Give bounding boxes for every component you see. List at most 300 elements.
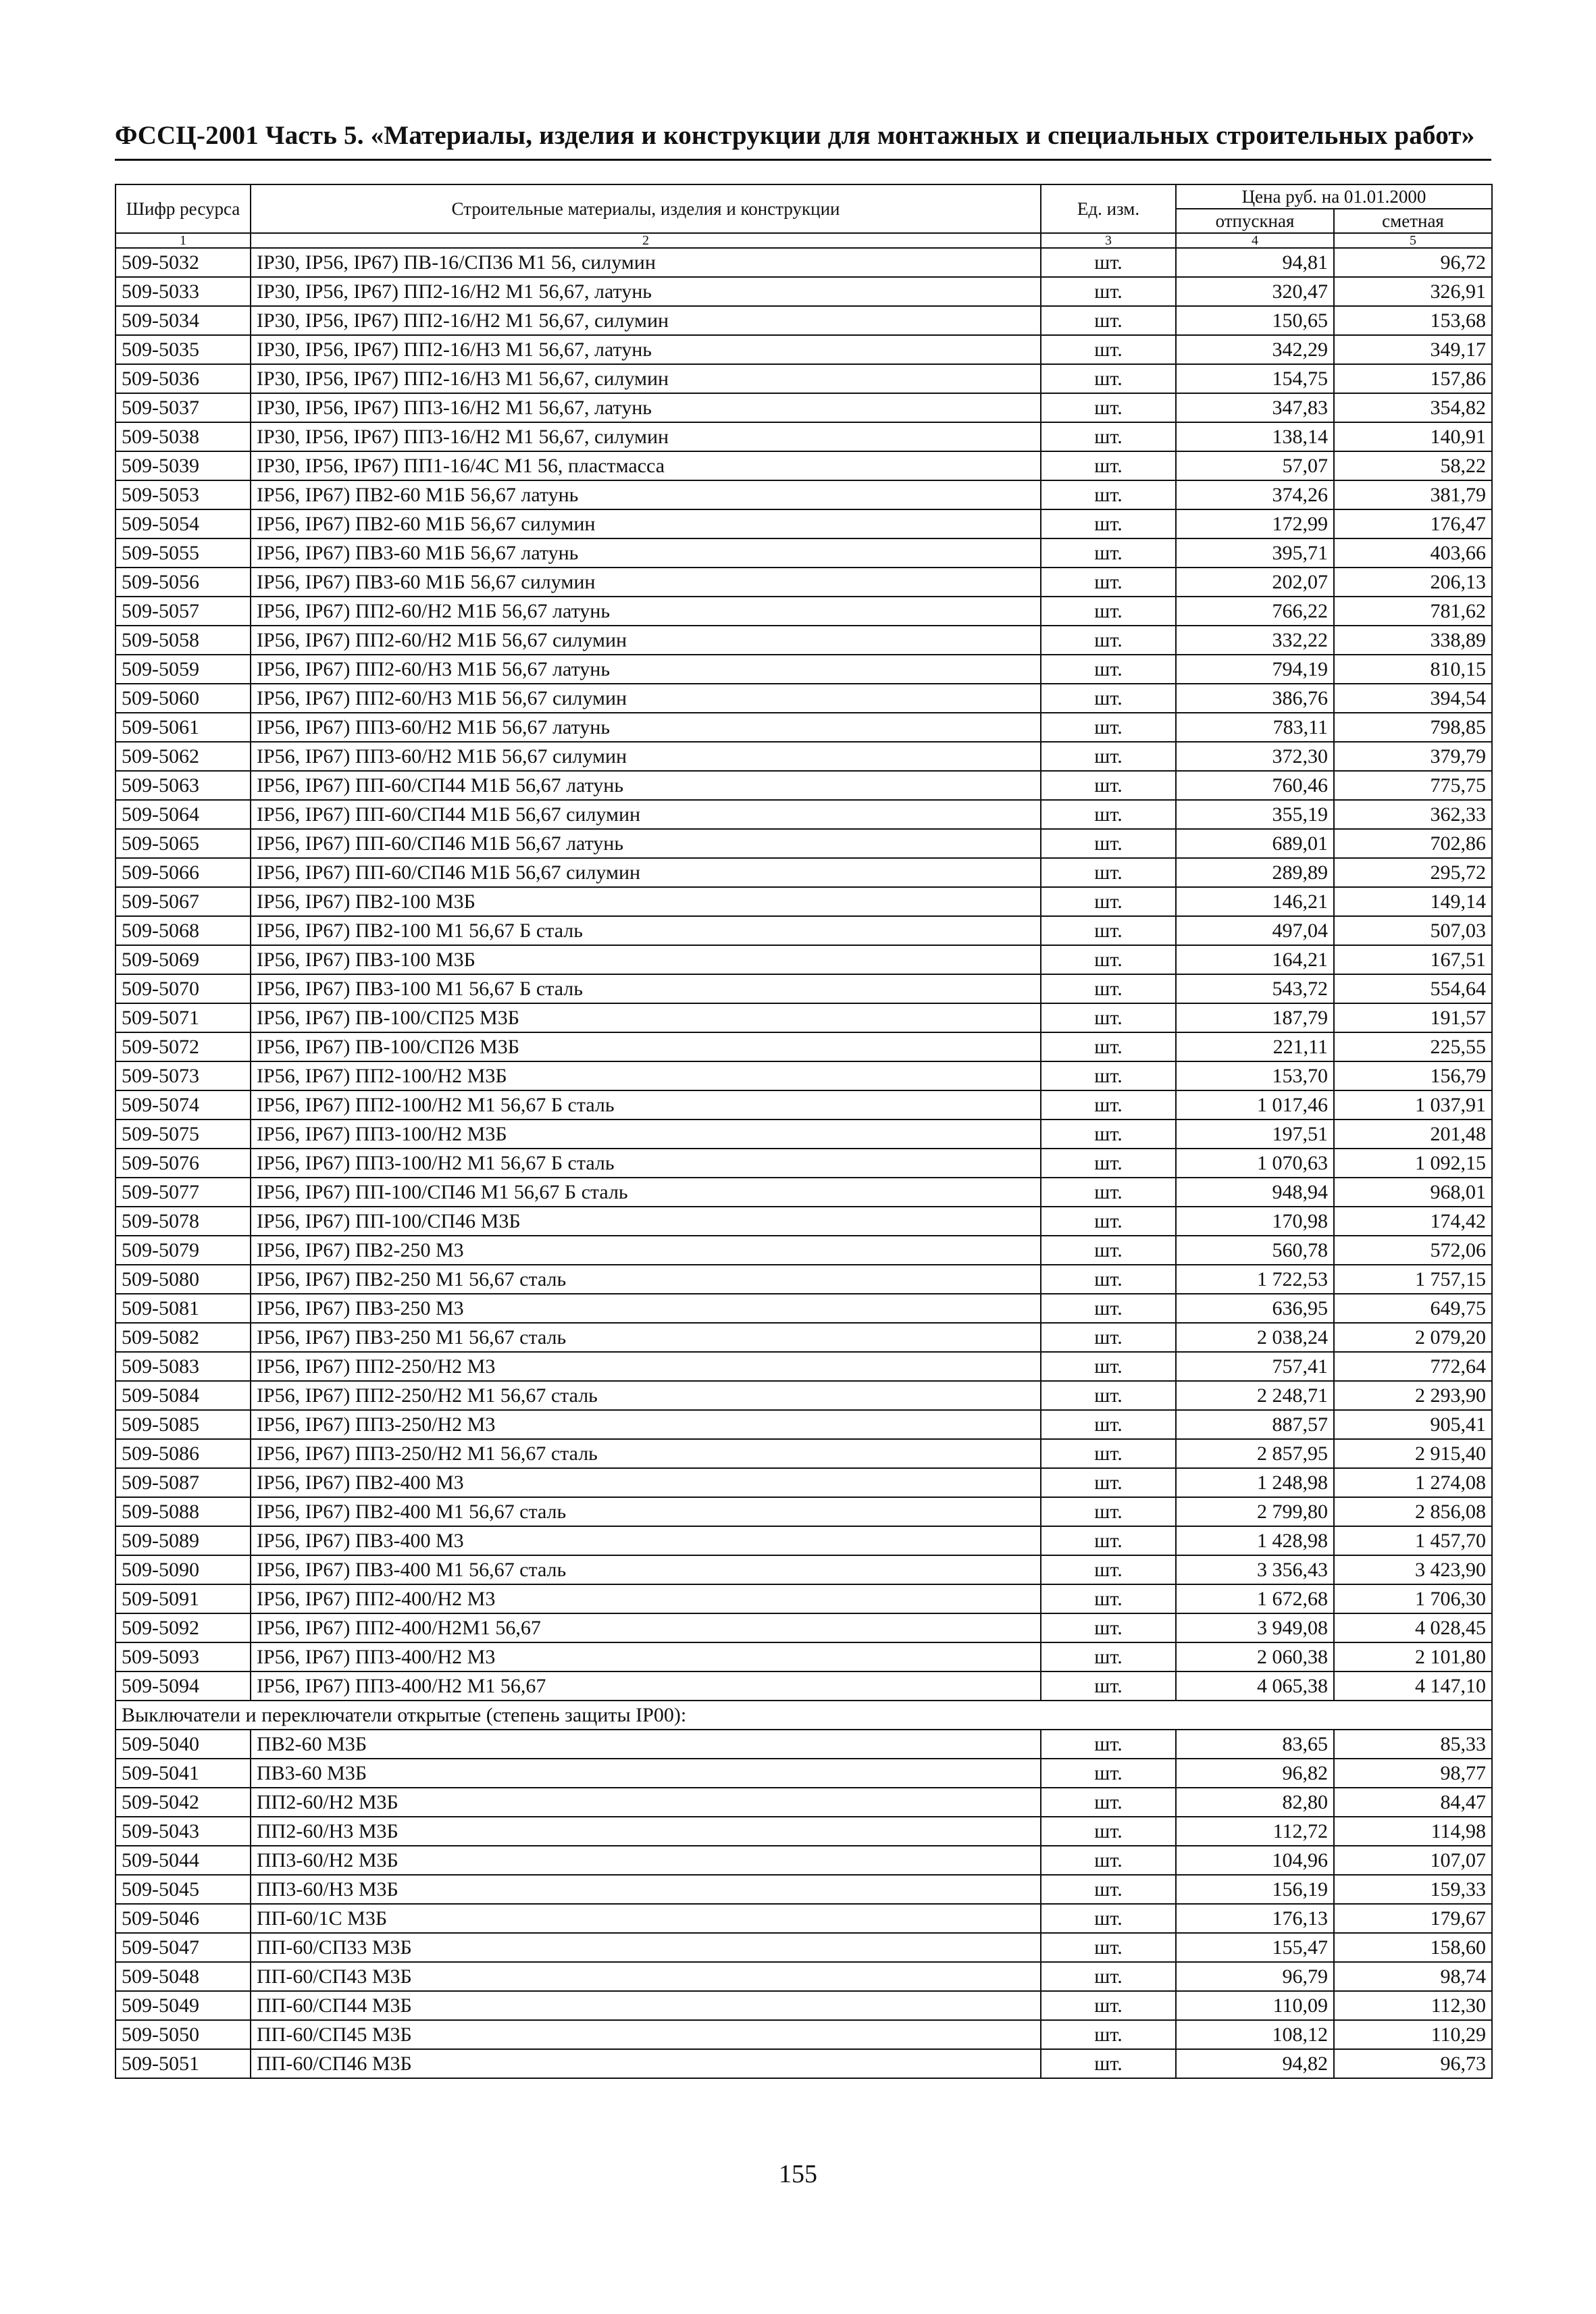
table-row: [115, 393, 1492, 422]
cell-name: ПВ3-60 M3Б: [251, 1759, 1041, 1788]
cell-price-wholesale: 560,78: [1176, 1236, 1334, 1265]
cell-price-estimate: 85,33: [1334, 1730, 1492, 1759]
cell-price-wholesale: 176,13: [1176, 1904, 1334, 1933]
cell-code: 509-5074: [115, 1090, 251, 1120]
table-row: [115, 1730, 1492, 1759]
cell-unit: шт.: [1041, 1555, 1176, 1584]
cell-code: 509-5073: [115, 1061, 251, 1090]
table-row: [115, 2020, 1492, 2049]
cell-name: IP56, IP67) ПП2-60/H2 M1Б 56,67 силумин: [251, 626, 1041, 655]
table-row: [115, 655, 1492, 684]
cell-price-estimate: 1 457,70: [1334, 1526, 1492, 1555]
cell-name: IP56, IP67) ПП3-60/H2 M1Б 56,67 силумин: [251, 742, 1041, 771]
cell-unit: шт.: [1041, 306, 1176, 335]
cell-name: IP56, IP67) ПП-100/СП46 M1 56,67 Б сталь: [251, 1178, 1041, 1207]
cell-price-estimate: 112,30: [1334, 1991, 1492, 2020]
cell-code: 509-5048: [115, 1962, 251, 1991]
table-row: [115, 1061, 1492, 1090]
cell-code: 509-5055: [115, 538, 251, 568]
cell-code: 509-5039: [115, 451, 251, 480]
column-number: 1: [115, 233, 251, 248]
cell-code: 509-5049: [115, 1991, 251, 2020]
cell-name: ПП-60/СП44 M3Б: [251, 1991, 1041, 2020]
cell-price-wholesale: 332,22: [1176, 626, 1334, 655]
cell-name: IP56, IP67) ПП2-400/H2M1 56,67: [251, 1613, 1041, 1642]
cell-name: IP56, IP67) ПВ3-400 M1 56,67 сталь: [251, 1555, 1041, 1584]
table-row: [115, 1236, 1492, 1265]
cell-name: ПП-60/СП33 M3Б: [251, 1933, 1041, 1962]
table-row: [115, 1613, 1492, 1642]
cell-code: 509-5062: [115, 742, 251, 771]
table-row: [115, 1149, 1492, 1178]
cell-price-wholesale: 110,09: [1176, 1991, 1334, 2020]
cell-unit: шт.: [1041, 1759, 1176, 1788]
table-row: [115, 974, 1492, 1003]
cell-price-estimate: 110,29: [1334, 2020, 1492, 2049]
table-row: [115, 1904, 1492, 1933]
cell-code: 509-5040: [115, 1730, 251, 1759]
table-row: [115, 887, 1492, 916]
cell-name: IP56, IP67) ПВ2-250 M3: [251, 1236, 1041, 1265]
cell-price-estimate: 1 092,15: [1334, 1149, 1492, 1178]
cell-code: 509-5078: [115, 1207, 251, 1236]
cell-code: 509-5038: [115, 422, 251, 451]
cell-price-wholesale: 94,82: [1176, 2049, 1334, 2078]
cell-unit: шт.: [1041, 1526, 1176, 1555]
table-row: [115, 1003, 1492, 1032]
table-row: [115, 858, 1492, 887]
cell-price-wholesale: 2 038,24: [1176, 1323, 1334, 1352]
cell-code: 509-5033: [115, 277, 251, 306]
cell-price-estimate: 158,60: [1334, 1933, 1492, 1962]
table-row: [115, 1439, 1492, 1468]
cell-price-estimate: 153,68: [1334, 306, 1492, 335]
cell-price-estimate: 905,41: [1334, 1410, 1492, 1439]
cell-price-estimate: 84,47: [1334, 1788, 1492, 1817]
cell-unit: шт.: [1041, 1323, 1176, 1352]
cell-price-estimate: 572,06: [1334, 1236, 1492, 1265]
cell-price-wholesale: 760,46: [1176, 771, 1334, 800]
header-wholesale: отпускная: [1176, 209, 1334, 233]
cell-price-wholesale: 497,04: [1176, 916, 1334, 945]
cell-unit: шт.: [1041, 655, 1176, 684]
cell-price-wholesale: 766,22: [1176, 597, 1334, 626]
cell-price-estimate: 775,75: [1334, 771, 1492, 800]
cell-name: IP56, IP67) ПВ2-100 M1 56,67 Б сталь: [251, 916, 1041, 945]
cell-code: 509-5077: [115, 1178, 251, 1207]
section-heading-body: [115, 1701, 1492, 1730]
cell-code: 509-5093: [115, 1642, 251, 1671]
cell-unit: шт.: [1041, 858, 1176, 887]
cell-code: 509-5081: [115, 1294, 251, 1323]
cell-unit: шт.: [1041, 916, 1176, 945]
cell-unit: шт.: [1041, 2049, 1176, 2078]
cell-price-estimate: 649,75: [1334, 1294, 1492, 1323]
cell-price-wholesale: 1 672,68: [1176, 1584, 1334, 1613]
table-row: [115, 800, 1492, 829]
cell-price-estimate: 140,91: [1334, 422, 1492, 451]
cell-price-wholesale: 187,79: [1176, 1003, 1334, 1032]
cell-price-wholesale: 96,79: [1176, 1962, 1334, 1991]
cell-price-estimate: 798,85: [1334, 713, 1492, 742]
cell-price-estimate: 354,82: [1334, 393, 1492, 422]
cell-code: 509-5042: [115, 1788, 251, 1817]
cell-price-estimate: 96,73: [1334, 2049, 1492, 2078]
cell-code: 509-5075: [115, 1120, 251, 1149]
column-number: 5: [1334, 233, 1492, 248]
cell-unit: шт.: [1041, 742, 1176, 771]
table-row: [115, 538, 1492, 568]
cell-unit: шт.: [1041, 1933, 1176, 1962]
cell-price-wholesale: 543,72: [1176, 974, 1334, 1003]
cell-price-estimate: 149,14: [1334, 887, 1492, 916]
cell-unit: шт.: [1041, 1178, 1176, 1207]
cell-price-estimate: 362,33: [1334, 800, 1492, 829]
table-row: [115, 248, 1492, 277]
cell-name: IP30, IP56, IP67) ПП2-16/H3 M1 56,67, латунь: [251, 335, 1041, 364]
cell-name: IP56, IP67) ПП3-100/H2 M3Б: [251, 1120, 1041, 1149]
header-name: Строительные материалы, изделия и конструкции: [251, 184, 1041, 233]
cell-unit: шт.: [1041, 1788, 1176, 1817]
cell-code: 509-5064: [115, 800, 251, 829]
cell-name: IP56, IP67) ПП-60/СП44 M1Б 56,67 силумин: [251, 800, 1041, 829]
cell-price-estimate: 554,64: [1334, 974, 1492, 1003]
table-row: [115, 306, 1492, 335]
cell-unit: шт.: [1041, 800, 1176, 829]
cell-name: IP56, IP67) ПВ3-250 M3: [251, 1294, 1041, 1323]
cell-name: IP56, IP67) ПП-60/СП46 M1Б 56,67 силумин: [251, 858, 1041, 887]
table-row: [115, 945, 1492, 974]
table-row: [115, 1933, 1492, 1962]
cell-unit: шт.: [1041, 1991, 1176, 2020]
cell-price-estimate: 2 079,20: [1334, 1323, 1492, 1352]
cell-unit: шт.: [1041, 538, 1176, 568]
table-row: [115, 1846, 1492, 1875]
table-row: [115, 1497, 1492, 1526]
table-row: [115, 277, 1492, 306]
column-number: 3: [1041, 233, 1176, 248]
table-row: [115, 1759, 1492, 1788]
cell-code: 509-5072: [115, 1032, 251, 1061]
cell-code: 509-5041: [115, 1759, 251, 1788]
cell-code: 509-5088: [115, 1497, 251, 1526]
cell-price-estimate: 98,74: [1334, 1962, 1492, 1991]
cell-code: 509-5059: [115, 655, 251, 684]
table-row: [115, 1090, 1492, 1120]
cell-name: IP30, IP56, IP67) ПП2-16/H2 M1 56,67, латунь: [251, 277, 1041, 306]
cell-unit: шт.: [1041, 364, 1176, 393]
cell-price-wholesale: 146,21: [1176, 887, 1334, 916]
cell-code: 509-5070: [115, 974, 251, 1003]
cell-code: 509-5063: [115, 771, 251, 800]
cell-unit: шт.: [1041, 1875, 1176, 1904]
table-row: [115, 829, 1492, 858]
cell-price-estimate: 225,55: [1334, 1032, 1492, 1061]
table-row: [115, 451, 1492, 480]
cell-unit: шт.: [1041, 1962, 1176, 1991]
cell-name: IP56, IP67) ПВ2-400 M1 56,67 сталь: [251, 1497, 1041, 1526]
cell-name: IP56, IP67) ПВ-100/СП26 M3Б: [251, 1032, 1041, 1061]
cell-price-wholesale: 757,41: [1176, 1352, 1334, 1381]
cell-unit: шт.: [1041, 1410, 1176, 1439]
cell-unit: шт.: [1041, 713, 1176, 742]
cell-code: 509-5071: [115, 1003, 251, 1032]
cell-price-estimate: 507,03: [1334, 916, 1492, 945]
cell-price-estimate: 702,86: [1334, 829, 1492, 858]
cell-price-wholesale: 94,81: [1176, 248, 1334, 277]
table-row: [115, 916, 1492, 945]
cell-price-estimate: 349,17: [1334, 335, 1492, 364]
cell-unit: шт.: [1041, 945, 1176, 974]
cell-name: IP56, IP67) ПП2-60/H3 M1Б 56,67 латунь: [251, 655, 1041, 684]
cell-price-wholesale: 1 428,98: [1176, 1526, 1334, 1555]
table-row: [115, 1381, 1492, 1410]
cell-price-wholesale: 197,51: [1176, 1120, 1334, 1149]
cell-price-wholesale: 138,14: [1176, 422, 1334, 451]
cell-price-estimate: 176,47: [1334, 509, 1492, 538]
cell-price-wholesale: 3 949,08: [1176, 1613, 1334, 1642]
cell-name: IP56, IP67) ПП2-250/H2 M3: [251, 1352, 1041, 1381]
table-row: [115, 1323, 1492, 1352]
cell-price-wholesale: 355,19: [1176, 800, 1334, 829]
cell-price-estimate: 338,89: [1334, 626, 1492, 655]
cell-price-estimate: 156,79: [1334, 1061, 1492, 1090]
cell-price-wholesale: 164,21: [1176, 945, 1334, 974]
cell-price-wholesale: 342,29: [1176, 335, 1334, 364]
cell-unit: шт.: [1041, 1265, 1176, 1294]
cell-name: IP30, IP56, IP67) ПВ-16/СП36 M1 56, силумин: [251, 248, 1041, 277]
cell-name: IP30, IP56, IP67) ПП2-16/H2 M1 56,67, силумин: [251, 306, 1041, 335]
cell-price-wholesale: 4 065,38: [1176, 1671, 1334, 1701]
cell-price-wholesale: 104,96: [1176, 1846, 1334, 1875]
page-number: 155: [779, 2160, 817, 2188]
cell-code: 509-5047: [115, 1933, 251, 1962]
cell-price-wholesale: 202,07: [1176, 568, 1334, 597]
cell-name: IP56, IP67) ПП2-100/H2 M1 56,67 Б сталь: [251, 1090, 1041, 1120]
cell-price-wholesale: 395,71: [1176, 538, 1334, 568]
table-row: [115, 335, 1492, 364]
cell-price-wholesale: 1 722,53: [1176, 1265, 1334, 1294]
cell-code: 509-5089: [115, 1526, 251, 1555]
table-row: [115, 1120, 1492, 1149]
cell-code: 509-5046: [115, 1904, 251, 1933]
cell-price-wholesale: 783,11: [1176, 713, 1334, 742]
cell-price-wholesale: 289,89: [1176, 858, 1334, 887]
table-row: [115, 364, 1492, 393]
cell-price-estimate: 1 037,91: [1334, 1090, 1492, 1120]
cell-price-estimate: 179,67: [1334, 1904, 1492, 1933]
cell-code: 509-5087: [115, 1468, 251, 1497]
cell-unit: шт.: [1041, 1817, 1176, 1846]
cell-name: IP56, IP67) ПП3-400/H2 M1 56,67: [251, 1671, 1041, 1701]
cell-name: IP56, IP67) ПП2-100/H2 M3Б: [251, 1061, 1041, 1090]
cell-price-wholesale: 1 017,46: [1176, 1090, 1334, 1120]
cell-code: 509-5094: [115, 1671, 251, 1701]
cell-name: ПП3-60/H3 M3Б: [251, 1875, 1041, 1904]
cell-name: IP30, IP56, IP67) ПП2-16/H3 M1 56,67, силумин: [251, 364, 1041, 393]
cell-unit: шт.: [1041, 1149, 1176, 1178]
cell-unit: шт.: [1041, 1090, 1176, 1120]
table-row: [115, 771, 1492, 800]
cell-name: ПВ2-60 M3Б: [251, 1730, 1041, 1759]
cell-unit: шт.: [1041, 1003, 1176, 1032]
cell-price-wholesale: 386,76: [1176, 684, 1334, 713]
cell-code: 509-5032: [115, 248, 251, 277]
cell-unit: шт.: [1041, 422, 1176, 451]
cell-price-wholesale: 2 060,38: [1176, 1642, 1334, 1671]
cell-name: IP56, IP67) ПВ3-250 M1 56,67 сталь: [251, 1323, 1041, 1352]
cell-price-estimate: 394,54: [1334, 684, 1492, 713]
cell-price-estimate: 781,62: [1334, 597, 1492, 626]
cell-price-wholesale: 112,72: [1176, 1817, 1334, 1846]
cell-code: 509-5045: [115, 1875, 251, 1904]
cell-unit: шт.: [1041, 1642, 1176, 1671]
table-row: [115, 1671, 1492, 1701]
cell-name: IP30, IP56, IP67) ПП1-16/4C M1 56, пластмасса: [251, 451, 1041, 480]
cell-price-estimate: 1 706,30: [1334, 1584, 1492, 1613]
cell-price-wholesale: 372,30: [1176, 742, 1334, 771]
cell-price-wholesale: 2 248,71: [1176, 1381, 1334, 1410]
header-code: Шифр ресурса: [115, 184, 251, 233]
cell-name: IP56, IP67) ПП2-60/H2 M1Б 56,67 латунь: [251, 597, 1041, 626]
cell-price-wholesale: 3 356,43: [1176, 1555, 1334, 1584]
cell-price-estimate: 403,66: [1334, 538, 1492, 568]
cell-price-wholesale: 2 857,95: [1176, 1439, 1334, 1468]
cell-price-estimate: 2 915,40: [1334, 1439, 1492, 1468]
cell-price-estimate: 968,01: [1334, 1178, 1492, 1207]
cell-price-wholesale: 156,19: [1176, 1875, 1334, 1904]
cell-price-estimate: 58,22: [1334, 451, 1492, 480]
cell-price-wholesale: 83,65: [1176, 1730, 1334, 1759]
cell-unit: шт.: [1041, 393, 1176, 422]
table-row: [115, 422, 1492, 451]
cell-price-wholesale: 374,26: [1176, 480, 1334, 509]
cell-price-wholesale: 96,82: [1176, 1759, 1334, 1788]
cell-name: IP56, IP67) ПВ2-400 M3: [251, 1468, 1041, 1497]
cell-name: ПП2-60/H2 M3Б: [251, 1788, 1041, 1817]
cell-price-wholesale: 153,70: [1176, 1061, 1334, 1090]
cell-unit: шт.: [1041, 684, 1176, 713]
table-row: [115, 713, 1492, 742]
cell-name: IP56, IP67) ПВ-100/СП25 M3Б: [251, 1003, 1041, 1032]
table-row: [115, 1468, 1492, 1497]
cell-price-estimate: 206,13: [1334, 568, 1492, 597]
header-divider: [115, 159, 1491, 161]
cell-code: 509-5086: [115, 1439, 251, 1468]
cell-name: ПП-60/СП43 M3Б: [251, 1962, 1041, 1991]
cell-name: IP56, IP67) ПП2-250/H2 M1 56,67 сталь: [251, 1381, 1041, 1410]
table-body-group1: [115, 248, 1492, 1701]
cell-name: ПП-60/СП45 M3Б: [251, 2020, 1041, 2049]
table-row: [115, 2049, 1492, 2078]
cell-unit: шт.: [1041, 248, 1176, 277]
cell-code: 509-5065: [115, 829, 251, 858]
cell-price-wholesale: 1 248,98: [1176, 1468, 1334, 1497]
cell-name: IP30, IP56, IP67) ПП3-16/H2 M1 56,67, силумин: [251, 422, 1041, 451]
cell-price-estimate: 107,07: [1334, 1846, 1492, 1875]
cell-code: 509-5084: [115, 1381, 251, 1410]
table-row: [115, 1352, 1492, 1381]
cell-price-wholesale: 636,95: [1176, 1294, 1334, 1323]
section-heading: Выключатели и переключатели открытые (степень защиты IP00):: [115, 1701, 1492, 1730]
cell-price-wholesale: 82,80: [1176, 1788, 1334, 1817]
table-row: [115, 1875, 1492, 1904]
cell-code: 509-5080: [115, 1265, 251, 1294]
cell-code: 509-5085: [115, 1410, 251, 1439]
cell-name: IP56, IP67) ПП3-250/H2 M1 56,67 сталь: [251, 1439, 1041, 1468]
cell-price-wholesale: 221,11: [1176, 1032, 1334, 1061]
cell-code: 509-5060: [115, 684, 251, 713]
cell-unit: шт.: [1041, 1120, 1176, 1149]
table-row: [115, 626, 1492, 655]
cell-code: 509-5056: [115, 568, 251, 597]
cell-price-estimate: 381,79: [1334, 480, 1492, 509]
cell-code: 509-5083: [115, 1352, 251, 1381]
cell-code: 509-5043: [115, 1817, 251, 1846]
cell-price-wholesale: 170,98: [1176, 1207, 1334, 1236]
cell-unit: шт.: [1041, 597, 1176, 626]
cell-price-wholesale: 2 799,80: [1176, 1497, 1334, 1526]
cell-price-estimate: 96,72: [1334, 248, 1492, 277]
table-row: [115, 1265, 1492, 1294]
cell-unit: шт.: [1041, 277, 1176, 306]
cell-code: 509-5050: [115, 2020, 251, 2049]
header-price-group: Цена руб. на 01.01.2000: [1176, 184, 1492, 209]
cell-price-wholesale: 108,12: [1176, 2020, 1334, 2049]
cell-code: 509-5058: [115, 626, 251, 655]
cell-name: IP56, IP67) ПВ3-100 M1 56,67 Б сталь: [251, 974, 1041, 1003]
cell-code: 509-5044: [115, 1846, 251, 1875]
table-row: [115, 1526, 1492, 1555]
header-unit: Ед. изм.: [1041, 184, 1176, 233]
cell-code: 509-5069: [115, 945, 251, 974]
cell-name: IP56, IP67) ПВ2-60 M1Б 56,67 латунь: [251, 480, 1041, 509]
cell-unit: шт.: [1041, 335, 1176, 364]
cell-unit: шт.: [1041, 1497, 1176, 1526]
cell-unit: шт.: [1041, 1294, 1176, 1323]
cell-name: IP56, IP67) ПП2-400/H2 M3: [251, 1584, 1041, 1613]
cell-code: 509-5061: [115, 713, 251, 742]
cell-code: 509-5066: [115, 858, 251, 887]
cell-unit: шт.: [1041, 1846, 1176, 1875]
cell-price-estimate: 772,64: [1334, 1352, 1492, 1381]
cell-code: 509-5076: [115, 1149, 251, 1178]
cell-price-wholesale: 794,19: [1176, 655, 1334, 684]
cell-code: 509-5057: [115, 597, 251, 626]
cell-price-wholesale: 689,01: [1176, 829, 1334, 858]
cell-price-estimate: 4 147,10: [1334, 1671, 1492, 1701]
table-row: [115, 1817, 1492, 1846]
cell-price-estimate: 295,72: [1334, 858, 1492, 887]
cell-name: IP56, IP67) ПП3-60/H2 M1Б 56,67 латунь: [251, 713, 1041, 742]
table-row: [115, 568, 1492, 597]
cell-unit: шт.: [1041, 451, 1176, 480]
cell-price-estimate: 159,33: [1334, 1875, 1492, 1904]
cell-name: IP56, IP67) ПВ3-400 M3: [251, 1526, 1041, 1555]
cell-unit: шт.: [1041, 1061, 1176, 1090]
cell-price-estimate: 167,51: [1334, 945, 1492, 974]
cell-name: IP56, IP67) ПВ3-60 M1Б 56,67 латунь: [251, 538, 1041, 568]
cell-code: 509-5068: [115, 916, 251, 945]
cell-price-estimate: 3 423,90: [1334, 1555, 1492, 1584]
cell-unit: шт.: [1041, 626, 1176, 655]
cell-code: 509-5090: [115, 1555, 251, 1584]
cell-name: IP30, IP56, IP67) ПП3-16/H2 M1 56,67, латунь: [251, 393, 1041, 422]
cell-code: 509-5036: [115, 364, 251, 393]
cell-price-estimate: 379,79: [1334, 742, 1492, 771]
cell-code: 509-5079: [115, 1236, 251, 1265]
cell-price-estimate: 4 028,45: [1334, 1613, 1492, 1642]
